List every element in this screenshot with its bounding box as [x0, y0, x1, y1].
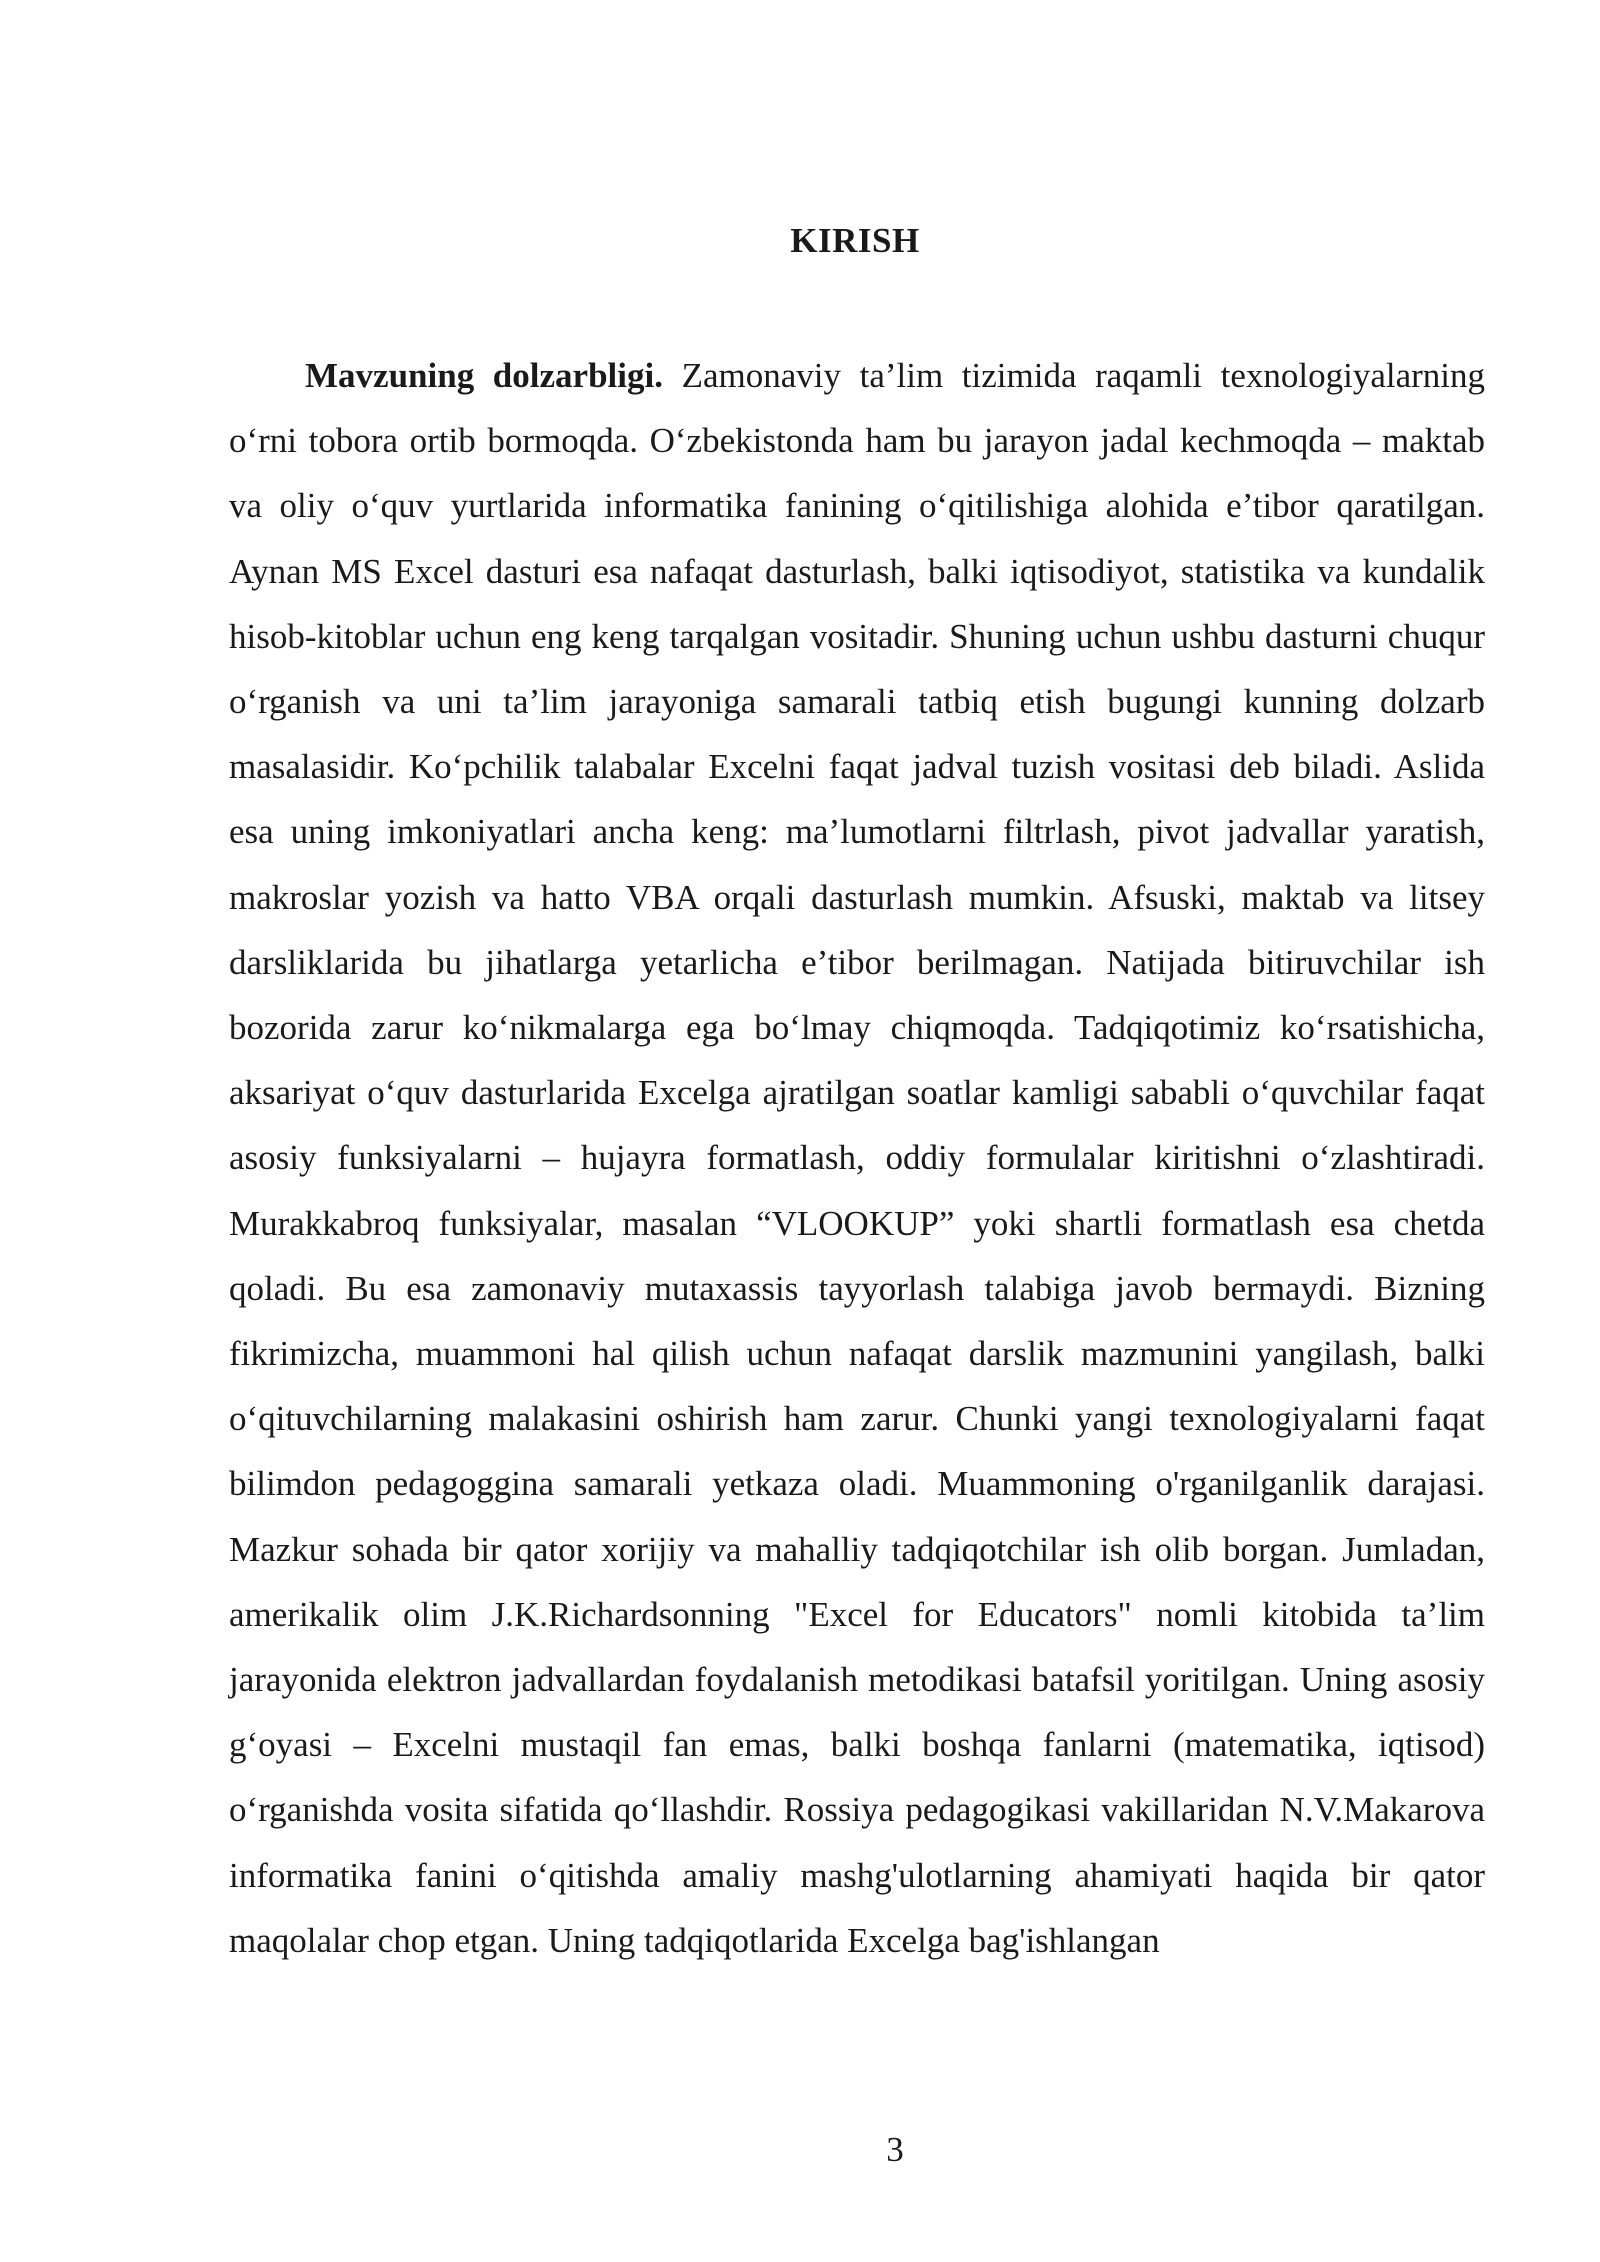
section-heading: KIRISH	[790, 221, 920, 260]
body-paragraph	[229, 343, 1485, 1973]
paragraph-text: Zamonaviy ta’lim tizimida raqamli texnologiyalarning o‘rni tobora ortib bormoqda. O‘zbekistonda ham bu jarayon jadal kechmoqda – maktab va oliy o‘quv yurtlarida informatika fanining o‘qitilishiga alohida e’tibor qaratilgan. Aynan MS Excel dasturi esa nafaqat dasturlash, balki iqtisodiyot, statistika va kundalik hisob-kitoblar uchun eng keng tarqalgan vositadir. Shuning uchun ushbu dasturni chuqur o‘rganish va uni ta’lim jarayoniga samarali tatbiq etish bugungi kunning dolzarb masalasidir. Ko‘pchilik talabalar Excelni faqat jadval tuzish vositasi deb biladi. Aslida esa uning imkoniyatlari ancha keng: ma’lumotlarni filtrlash, pivot jadvallar yaratish, makroslar yozish va hatto VBA orqali dasturlash mumkin. Afsuski, maktab va litsey darsliklarida bu jihatlarga yetarlicha e’tibor berilmagan. Natijada bitiruvchilar ish bozorida zarur ko‘nikmalarga ega bo‘lmay chiqmoqda. Tadqiqotimiz ko‘rsatishicha, aksariyat o‘quv dasturlarida Excelga ajratilgan soatlar kamligi sababli o‘quvchilar faqat asosiy funksiyalarni – hujayra formatlash, oddiy formulalar kiritishni o‘zlashtiradi. Murakkabroq funksiyalar, masalan “VLOOKUP” yoki shartli formatlash esa chetda qoladi. Bu esa zamonaviy mutaxassis tayyorlash talabiga javob bermaydi. Bizning fikrimizcha, muammoni hal qilish uchun nafaqat darslik mazmunini yangilash, balki o‘qituvchilarning malakasini oshirish ham zarur. Chunki yangi texnologiyalarni faqat bilimdon pedagoggina samarali yetkaza oladi. Muammoning o'rganilganlik darajasi. Mazkur sohada bir qator xorijiy va mahalliy tadqiqotchilar ish olib borgan. Jumladan, amerikalik olim J.K.Richardsonning "Excel for Educators" nomli kitobida ta’lim jarayonida elektron jadvallardan foydalanish metodikasi batafsil yoritilgan. Uning asosiy g‘oyasi – Excelni mustaqil fan emas, balki boshqa fanlarni (matematika, iqtisod) o‘rganishda vosita sifatida qo‘llashdir. Rossiya pedagogikasi vakillaridan N.V.Makarova informatika fanini o‘qitishda amaliy mashg'ulotlarning ahamiyati haqida bir qator maqolalar chop etgan. Uning tadqiqotlarida Excelga bag'ishlangan	[229, 356, 1485, 1960]
page-number: 3	[886, 2130, 904, 2169]
paragraph-lead: Mavzuning dolzarbligi.	[305, 356, 663, 395]
